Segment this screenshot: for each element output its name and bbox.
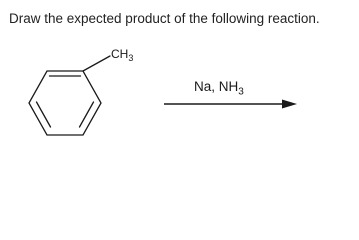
reaction-arrow <box>164 100 297 109</box>
reagent-subscript: 3 <box>238 86 244 98</box>
arrow-head <box>282 100 297 109</box>
methyl-bond <box>83 56 110 71</box>
reagent-label <box>194 79 244 98</box>
benzene-ring <box>29 71 101 135</box>
methyl-subscript: 3 <box>128 53 134 63</box>
methyl-label <box>111 47 133 63</box>
question-text: Draw the expected product of the following reaction. <box>9 11 320 26</box>
reagent-na-nh: Na, NH <box>194 79 239 94</box>
double-bond-left <box>37 102 51 127</box>
double-bond-right <box>80 102 94 127</box>
methyl-ch: CH <box>111 47 129 61</box>
